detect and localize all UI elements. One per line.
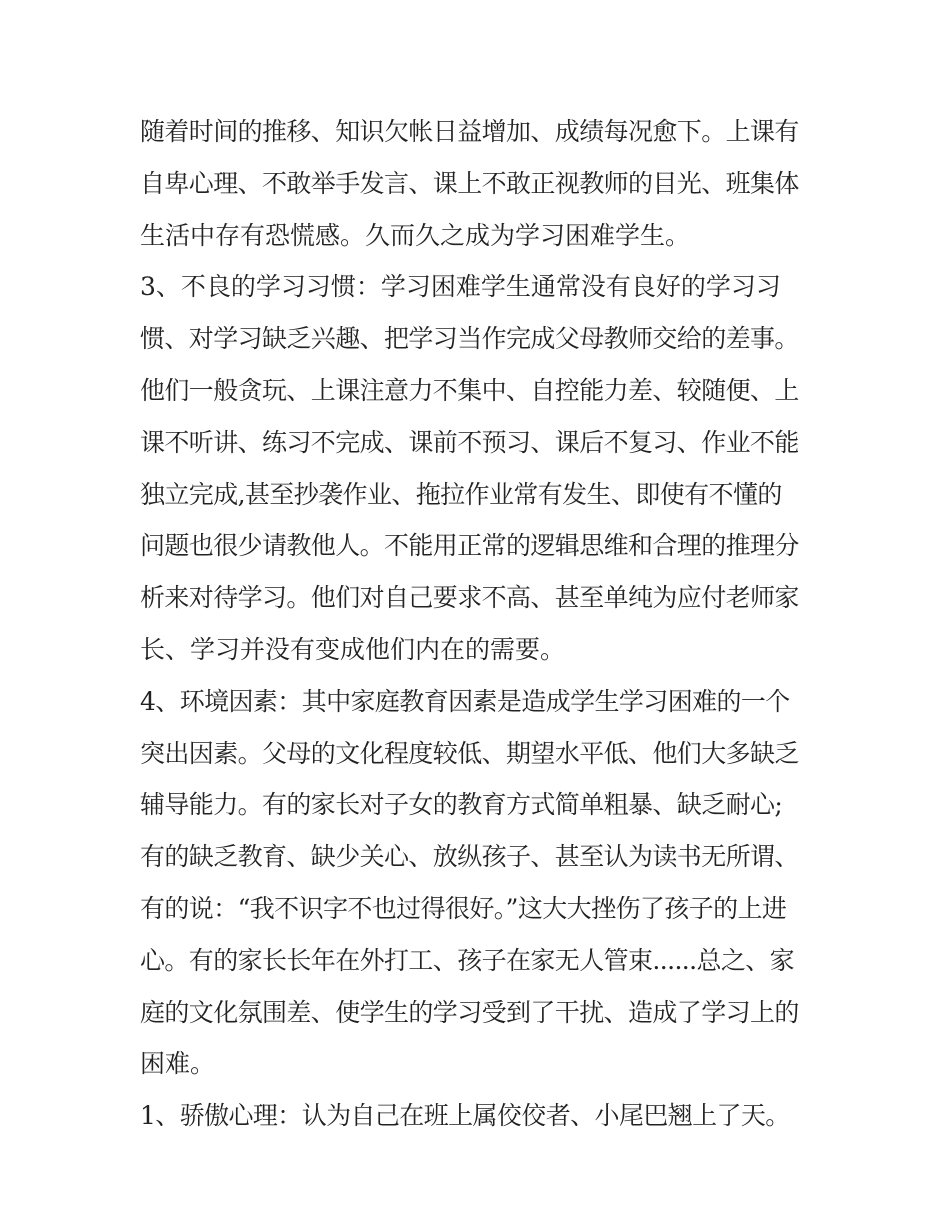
text-line: 课不听讲、练习不完成、课前不预习、课后不复习、作业不能 <box>140 427 799 457</box>
text-line: 自卑心理、不敢举手发言、课上不敢正视教师的目光、班集体 <box>140 168 799 198</box>
text-line: 有的缺乏教育、缺少关心、放纵孩子、甚至认为读书无所谓、 <box>140 842 799 872</box>
text-line: 问题也很少请教他人。不能用正常的逻辑思维和合理的推理分 <box>140 531 799 561</box>
text-line: 心。有的家长长年在外打工、孩子在家无人管束......总之、家 <box>140 945 795 975</box>
text-line: 独立完成,甚至抄袭作业、拖拉作业常有发生、即使有不懂的 <box>140 479 782 509</box>
text-line: 随着时间的推移、知识欠帐日益增加、成绩每况愈下。上课有 <box>140 117 799 146</box>
text-line: 长、学习并没有变成他们内在的需要。 <box>140 634 566 664</box>
text-line: 4、环境因素：其中家庭教育因素是造成学生学习困难的一个 <box>140 686 790 716</box>
text-line: 庭的文化氛围差、使学生的学习受到了干扰、造成了学习上的 <box>140 997 799 1027</box>
text-line: 析来对待学习。他们对自己要求不高、甚至单纯为应付老师家 <box>140 583 799 613</box>
text-line: 惯、对学习缺乏兴趣、把学习当作完成父母教师交给的差事。 <box>140 324 799 354</box>
text-line: 突出因素。父母的文化程度较低、期望水平低、他们大多缺乏 <box>140 738 799 768</box>
text-line: 困难。 <box>140 1049 216 1079</box>
text-line: 1、骄傲心理：认为自己在班上属佼佼者、小尾巴翘上了天。 <box>140 1101 790 1131</box>
text-line: 3、不良的学习习惯：学习困难学生通常没有良好的学习习 <box>140 272 781 302</box>
text-line: 辅导能力。有的家长对子女的教育方式简单粗暴、缺乏耐心; <box>140 790 783 820</box>
text-line: 他们一般贪玩、上课注意力不集中、自控能力差、较随便、上 <box>140 375 799 405</box>
text-line: 生活中存有恐慌感。久而久之成为学习困难学生。 <box>140 220 691 250</box>
document-body <box>140 106 820 1142</box>
text-line: 有的说：“我不识字不也过得很好。”这大大挫伤了孩子的上进 <box>140 893 787 923</box>
